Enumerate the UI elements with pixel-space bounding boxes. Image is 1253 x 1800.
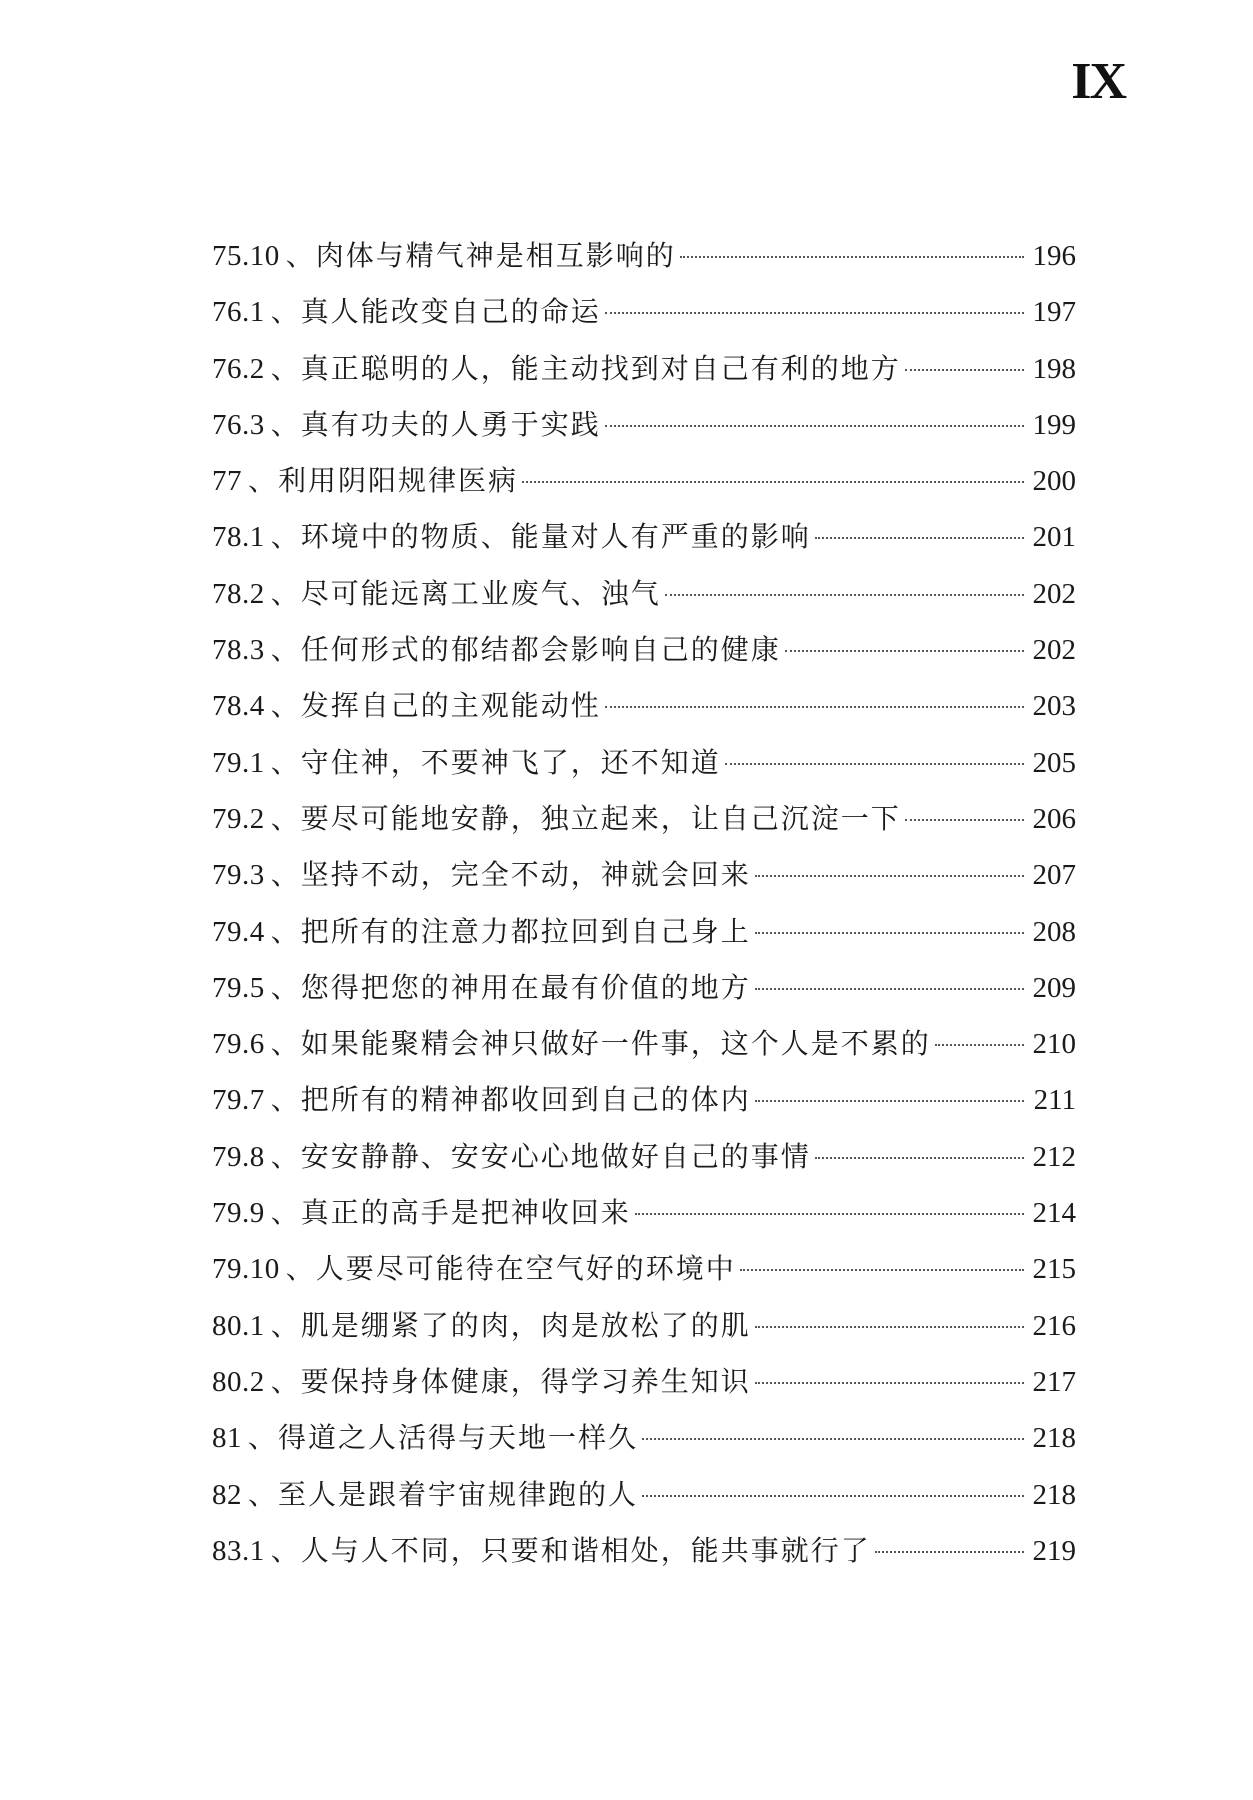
- toc-entry-page: 219: [1032, 1534, 1076, 1567]
- dot-leader: [815, 537, 1024, 539]
- dot-leader: [755, 875, 1024, 877]
- toc-entry-number: 80.2: [212, 1365, 265, 1398]
- toc-entry[interactable]: [212, 1467, 1076, 1523]
- toc-entry-number: 79.4: [212, 915, 265, 948]
- toc-entry-title: 真人能改变自己的命运: [300, 295, 601, 329]
- dot-leader: [605, 706, 1024, 708]
- toc-entry-page: 202: [1032, 634, 1076, 667]
- toc-entry-title: 真正的高手是把神收回来: [300, 1196, 631, 1230]
- toc-entry-separator: 、: [285, 239, 314, 272]
- toc-entry-page: 205: [1032, 746, 1076, 779]
- toc-entry[interactable]: [212, 904, 1076, 960]
- toc-entry-number: 81: [212, 1422, 242, 1455]
- toc-entry-separator: 、: [270, 1083, 299, 1117]
- toc-entry-page: 209: [1032, 971, 1076, 1004]
- toc-entry-separator: 、: [270, 914, 299, 948]
- toc-entry-page: 211: [1033, 1084, 1076, 1117]
- toc-entry-page: 208: [1032, 915, 1076, 948]
- toc-entry-separator: 、: [270, 1027, 299, 1061]
- toc-entry-title: 人与人不同，只要和谐相处，能共事就行了: [300, 1533, 871, 1567]
- dot-leader: [725, 763, 1024, 765]
- toc-entry-title: 把所有的精神都收回到自己的体内: [300, 1083, 751, 1117]
- toc-entry-separator: 、: [270, 633, 299, 667]
- toc-entry-number: 79.9: [212, 1197, 265, 1230]
- dot-leader: [605, 425, 1024, 427]
- toc-entry-title: 发挥自己的主观能动性: [300, 689, 601, 723]
- toc-entry-number: 76.2: [212, 352, 265, 385]
- toc-entry-number: 76.1: [212, 296, 265, 329]
- toc-entry[interactable]: [212, 284, 1076, 340]
- toc-entry-number: 79.5: [212, 971, 265, 1004]
- toc-entry[interactable]: [212, 566, 1076, 622]
- toc-entry-separator: 、: [270, 576, 299, 610]
- toc-entry[interactable]: [212, 509, 1076, 565]
- toc-entry[interactable]: [212, 1523, 1076, 1579]
- dot-leader: [935, 1044, 1024, 1046]
- dot-leader: [785, 650, 1024, 652]
- toc-entry-page: 207: [1032, 859, 1076, 892]
- toc-entry-title: 利用阴阳规律医病: [278, 464, 519, 498]
- toc-entry-separator: 、: [270, 1139, 299, 1173]
- toc-entry-page: 199: [1032, 408, 1076, 441]
- toc-entry-number: 82: [212, 1478, 242, 1511]
- toc-entry-title: 把所有的注意力都拉回到自己身上: [300, 914, 751, 948]
- toc-entry-page: 201: [1032, 521, 1076, 554]
- toc-entry-separator: 、: [270, 1364, 299, 1398]
- dot-leader: [755, 1382, 1024, 1384]
- dot-leader: [635, 1213, 1024, 1215]
- toc-entry-page: 203: [1032, 690, 1076, 723]
- toc-entry-title: 真有功夫的人勇于实践: [300, 407, 601, 441]
- toc-entry-number: 78.4: [212, 690, 265, 723]
- toc-entry-title: 安安静静、安安心心地做好自己的事情: [300, 1139, 811, 1173]
- toc-entry-number: 83.1: [212, 1534, 265, 1567]
- toc-entry-separator: 、: [270, 351, 299, 385]
- toc-entry-page: 218: [1032, 1478, 1076, 1511]
- dot-leader: [815, 1157, 1024, 1159]
- toc-entry[interactable]: [212, 1016, 1076, 1072]
- toc-entry-separator: 、: [248, 464, 277, 498]
- toc-entry-separator: 、: [270, 1196, 299, 1230]
- toc-entry-separator: 、: [270, 858, 299, 892]
- toc-entry[interactable]: [212, 228, 1076, 284]
- dot-leader: [605, 312, 1024, 314]
- toc-entry[interactable]: [212, 1185, 1076, 1241]
- toc-entry-number: 79.1: [212, 746, 265, 779]
- toc-entry-separator: 、: [270, 407, 299, 441]
- toc-entry-title: 环境中的物质、能量对人有严重的影响: [300, 520, 811, 554]
- toc-entry-number: 79.6: [212, 1028, 265, 1061]
- toc-entry-number: 78.3: [212, 634, 265, 667]
- toc-entry-title: 尽可能远离工业废气、浊气: [300, 576, 661, 610]
- toc-entry-separator: 、: [270, 1308, 299, 1342]
- toc-entry-separator: 、: [270, 970, 299, 1004]
- toc-entry[interactable]: [212, 1072, 1076, 1128]
- dot-leader: [665, 594, 1024, 596]
- table-of-contents: [212, 228, 1076, 1579]
- toc-entry[interactable]: [212, 1354, 1076, 1410]
- toc-entry-title: 真正聪明的人，能主动找到对自己有利的地方: [300, 351, 901, 385]
- toc-entry-separator: 、: [285, 1252, 314, 1286]
- toc-entry[interactable]: [212, 341, 1076, 397]
- toc-entry-title: 人要尽可能待在空气好的环境中: [315, 1252, 736, 1286]
- toc-entry-separator: 、: [270, 745, 299, 779]
- toc-entry-separator: 、: [270, 520, 299, 554]
- toc-entry-title: 坚持不动，完全不动，神就会回来: [300, 858, 751, 892]
- toc-entry-page: 206: [1032, 802, 1076, 835]
- toc-entry-separator: 、: [248, 1421, 277, 1455]
- toc-entry-separator: 、: [248, 1477, 277, 1511]
- toc-entry-title: 要尽可能地安静，独立起来，让自己沉淀一下: [300, 801, 901, 835]
- toc-entry-page: 214: [1032, 1197, 1076, 1230]
- dot-leader: [755, 932, 1024, 934]
- toc-entry-number: 75.10: [212, 240, 280, 272]
- toc-entry-title: 任何形式的郁结都会影响自己的健康: [300, 633, 781, 667]
- dot-leader: [740, 1269, 1024, 1271]
- toc-entry-title: 如果能聚精会神只做好一件事，这个人是不累的: [300, 1027, 931, 1061]
- toc-entry-number: 80.1: [212, 1309, 265, 1342]
- toc-entry[interactable]: [212, 735, 1076, 791]
- dot-leader: [905, 819, 1024, 821]
- toc-entry-page: 200: [1032, 465, 1076, 498]
- toc-entry-title: 您得把您的神用在最有价值的地方: [300, 970, 751, 1004]
- toc-entry-number: 79.3: [212, 859, 265, 892]
- toc-entry[interactable]: [212, 453, 1076, 509]
- toc-entry-page: 197: [1032, 296, 1076, 329]
- toc-entry-number: 78.1: [212, 521, 265, 554]
- dot-leader: [680, 256, 1024, 258]
- toc-entry-title: 守住神，不要神飞了，还不知道: [300, 745, 721, 779]
- toc-entry[interactable]: [212, 1129, 1076, 1185]
- page-number: IX: [1071, 53, 1125, 110]
- toc-entry-separator: 、: [270, 1533, 299, 1567]
- toc-entry-title: 肌是绷紧了的肉，肉是放松了的肌: [300, 1308, 751, 1342]
- toc-entry[interactable]: [212, 1298, 1076, 1354]
- toc-entry[interactable]: [212, 847, 1076, 903]
- toc-entry-page: 215: [1032, 1253, 1076, 1286]
- dot-leader: [905, 369, 1024, 371]
- toc-entry-page: 196: [1032, 240, 1076, 272]
- toc-entry-page: 202: [1032, 577, 1076, 610]
- toc-entry-separator: 、: [270, 801, 299, 835]
- toc-entry-number: 76.3: [212, 408, 265, 441]
- dot-leader: [755, 1326, 1024, 1328]
- toc-entry-title: 至人是跟着宇宙规律跑的人: [278, 1477, 639, 1511]
- toc-entry-page: 198: [1032, 352, 1076, 385]
- toc-entry[interactable]: [212, 397, 1076, 453]
- toc-entry-separator: 、: [270, 689, 299, 723]
- toc-entry-page: 217: [1032, 1365, 1076, 1398]
- toc-entry-title: 得道之人活得与天地一样久: [278, 1421, 639, 1455]
- toc-entry[interactable]: [212, 1410, 1076, 1466]
- toc-entry[interactable]: [212, 791, 1076, 847]
- toc-entry-page: 212: [1032, 1140, 1076, 1173]
- toc-entry-number: 77: [212, 465, 242, 498]
- toc-entry[interactable]: [212, 622, 1076, 678]
- dot-leader: [642, 1438, 1024, 1440]
- toc-entry[interactable]: [212, 960, 1076, 1016]
- toc-entry-number: 79.2: [212, 802, 265, 835]
- toc-entry-title: 肉体与精气神是相互影响的: [315, 239, 676, 272]
- dot-leader: [522, 481, 1024, 483]
- toc-entry[interactable]: [212, 678, 1076, 734]
- dot-leader: [875, 1551, 1024, 1553]
- dot-leader: [642, 1495, 1024, 1497]
- toc-entry-number: 79.8: [212, 1140, 265, 1173]
- toc-entry-separator: 、: [270, 295, 299, 329]
- toc-entry-number: 79.10: [212, 1253, 280, 1286]
- toc-entry[interactable]: [212, 1241, 1076, 1297]
- dot-leader: [755, 1100, 1024, 1102]
- dot-leader: [755, 988, 1024, 990]
- toc-entry-number: 78.2: [212, 577, 265, 610]
- toc-entry-page: 218: [1032, 1422, 1076, 1455]
- toc-entry-title: 要保持身体健康，得学习养生知识: [300, 1364, 751, 1398]
- toc-entry-page: 216: [1032, 1309, 1076, 1342]
- toc-entry-number: 79.7: [212, 1084, 265, 1117]
- toc-entry-page: 210: [1032, 1028, 1076, 1061]
